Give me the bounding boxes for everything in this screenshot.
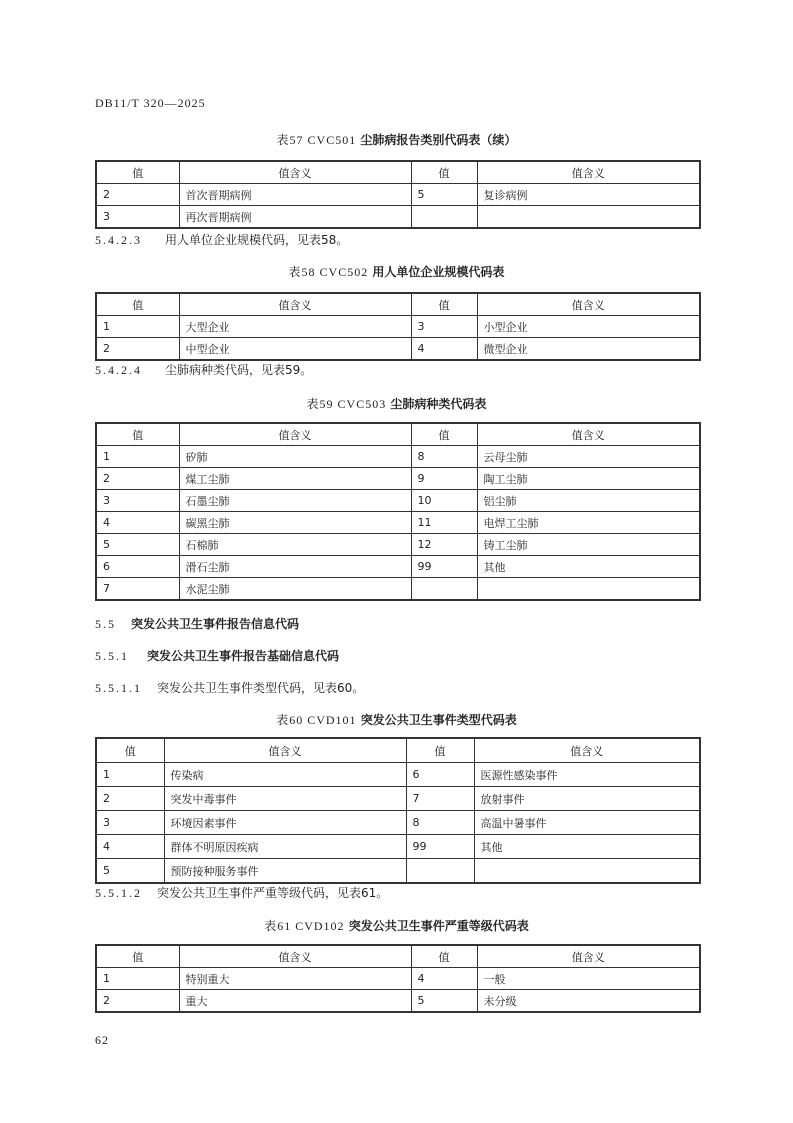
table-header-row: [96, 293, 700, 316]
value-cell: [411, 206, 477, 229]
table-row: [96, 968, 700, 990]
table-57: [95, 160, 701, 229]
value-cell: [411, 578, 477, 601]
header-value: 值: [411, 293, 477, 316]
header-value: 值: [96, 293, 179, 316]
clause-5-5-1-1: 5.5.1.1 突发公共卫生事件类型代码，见表60。: [95, 681, 365, 695]
value-cell: 1: [96, 763, 164, 787]
table-row: [96, 468, 700, 490]
table-row: [96, 338, 700, 361]
value-cell: 5: [411, 184, 477, 206]
value-cell: 8: [411, 446, 477, 468]
value-cell: 2: [96, 468, 179, 490]
meaning-cell: 电焊工尘肺: [477, 512, 700, 534]
value-cell: 12: [411, 534, 477, 556]
table-header-row: [96, 738, 700, 763]
table-61-caption: 表61 CVD102 突发公共卫生事件严重等级代码表: [264, 919, 529, 933]
table-header-row: [96, 423, 700, 446]
meaning-cell: 特别重大: [179, 968, 411, 990]
clause-5-4-2-3: 5.4.2.3 用人单位企业规模代码，见表58。: [95, 233, 349, 247]
value-cell: 5: [411, 990, 477, 1013]
meaning-cell: 预防接种服务事件: [164, 859, 406, 884]
value-cell: 5: [96, 859, 164, 884]
meaning-cell: 石墨尘肺: [179, 490, 411, 512]
meaning-cell: 群体不明原因疾病: [164, 835, 406, 859]
meaning-cell: 煤工尘肺: [179, 468, 411, 490]
meaning-cell: 其他: [474, 835, 700, 859]
meaning-cell: 高温中暑事件: [474, 811, 700, 835]
header-meaning: 值含义: [477, 423, 700, 446]
meaning-cell: 铝尘肺: [477, 490, 700, 512]
value-cell: 9: [411, 468, 477, 490]
table-row: [96, 811, 700, 835]
table-row: [96, 490, 700, 512]
meaning-cell: 矽肺: [179, 446, 411, 468]
meaning-cell: 大型企业: [179, 316, 411, 338]
header-value: 值: [96, 423, 179, 446]
value-cell: 10: [411, 490, 477, 512]
value-cell: 1: [96, 968, 179, 990]
table-row: [96, 990, 700, 1013]
header-meaning: 值含义: [179, 423, 411, 446]
value-cell: 3: [96, 811, 164, 835]
header-value: 值: [411, 161, 477, 184]
header-value: 值: [411, 423, 477, 446]
header-value: 值: [96, 945, 179, 968]
table-59: [95, 422, 701, 601]
meaning-cell: 复诊病例: [477, 184, 700, 206]
table-header-row: [96, 161, 700, 184]
meaning-cell: [477, 206, 700, 229]
meaning-cell: 云母尘肺: [477, 446, 700, 468]
value-cell: 7: [96, 578, 179, 601]
meaning-cell: 碳黑尘肺: [179, 512, 411, 534]
table-row: [96, 446, 700, 468]
meaning-cell: 首次晋期病例: [179, 184, 411, 206]
meaning-cell: 微型企业: [477, 338, 700, 361]
table-row: [96, 184, 700, 206]
meaning-cell: 铸工尘肺: [477, 534, 700, 556]
header-meaning: 值含义: [474, 738, 700, 763]
table-59-caption: 表59 CVC503 尘肺病种类代码表: [306, 397, 487, 411]
header-value: 值: [406, 738, 474, 763]
header-meaning: 值含义: [179, 293, 411, 316]
header-meaning: 值含义: [164, 738, 406, 763]
header-meaning: 值含义: [477, 293, 700, 316]
table-row: [96, 763, 700, 787]
value-cell: 11: [411, 512, 477, 534]
meaning-cell: 中型企业: [179, 338, 411, 361]
meaning-cell: 石棉肺: [179, 534, 411, 556]
table-row: [96, 835, 700, 859]
document-header: DB11/T 320—2025: [95, 96, 206, 110]
value-cell: 2: [96, 787, 164, 811]
clause-5-5-1-2: 5.5.1.2 突发公共卫生事件严重等级代码，见表61。: [95, 886, 389, 900]
value-cell: 3: [96, 490, 179, 512]
meaning-cell: 小型企业: [477, 316, 700, 338]
table-row: [96, 787, 700, 811]
table-61: [95, 944, 701, 1013]
table-row: [96, 859, 700, 884]
header-meaning: 值含义: [179, 161, 411, 184]
value-cell: 2: [96, 184, 179, 206]
value-cell: 99: [406, 835, 474, 859]
clause-5-4-2-4: 5.4.2.4 尘肺病种类代码，见表59。: [95, 363, 313, 377]
value-cell: 3: [411, 316, 477, 338]
header-meaning: 值含义: [179, 945, 411, 968]
meaning-cell: 重大: [179, 990, 411, 1013]
value-cell: 1: [96, 446, 179, 468]
table-60: [95, 737, 701, 884]
table-58-caption: 表58 CVC502 用人单位企业规模代码表: [288, 265, 505, 279]
value-cell: 3: [96, 206, 179, 229]
table-row: [96, 206, 700, 229]
meaning-cell: [474, 859, 700, 884]
meaning-cell: 突发中毒事件: [164, 787, 406, 811]
value-cell: 2: [96, 338, 179, 361]
meaning-cell: 水泥尘肺: [179, 578, 411, 601]
meaning-cell: 传染病: [164, 763, 406, 787]
value-cell: 5: [96, 534, 179, 556]
table-row: [96, 578, 700, 601]
header-value: 值: [411, 945, 477, 968]
section-5-5-1: 5.5.1 突发公共卫生事件报告基础信息代码: [95, 649, 340, 663]
meaning-cell: 未分级: [477, 990, 700, 1013]
header-value: 值: [96, 161, 179, 184]
table-row: [96, 512, 700, 534]
value-cell: 2: [96, 990, 179, 1013]
value-cell: 4: [411, 968, 477, 990]
value-cell: 4: [96, 512, 179, 534]
value-cell: 8: [406, 811, 474, 835]
table-header-row: [96, 945, 700, 968]
value-cell: 4: [96, 835, 164, 859]
table-row: [96, 316, 700, 338]
page-number: 62: [95, 1033, 109, 1047]
table-60-caption: 表60 CVD101 突发公共卫生事件类型代码表: [276, 713, 517, 727]
header-value: 值: [96, 738, 164, 763]
meaning-cell: 其他: [477, 556, 700, 578]
header-meaning: 值含义: [477, 161, 700, 184]
header-meaning: 值含义: [477, 945, 700, 968]
table-row: [96, 534, 700, 556]
meaning-cell: [477, 578, 700, 601]
meaning-cell: 环境因素事件: [164, 811, 406, 835]
meaning-cell: 陶工尘肺: [477, 468, 700, 490]
value-cell: 99: [411, 556, 477, 578]
meaning-cell: 医源性感染事件: [474, 763, 700, 787]
value-cell: 4: [411, 338, 477, 361]
table-58: [95, 292, 701, 361]
meaning-cell: 滑石尘肺: [179, 556, 411, 578]
value-cell: 6: [96, 556, 179, 578]
meaning-cell: 一般: [477, 968, 700, 990]
value-cell: 7: [406, 787, 474, 811]
table-57-caption: 表57 CVC501 尘肺病报告类别代码表（续）: [276, 133, 517, 147]
value-cell: 6: [406, 763, 474, 787]
meaning-cell: 再次晋期病例: [179, 206, 411, 229]
value-cell: [406, 859, 474, 884]
table-row: [96, 556, 700, 578]
section-5-5: 5.5 突发公共卫生事件报告信息代码: [95, 617, 300, 631]
value-cell: 1: [96, 316, 179, 338]
meaning-cell: 放射事件: [474, 787, 700, 811]
